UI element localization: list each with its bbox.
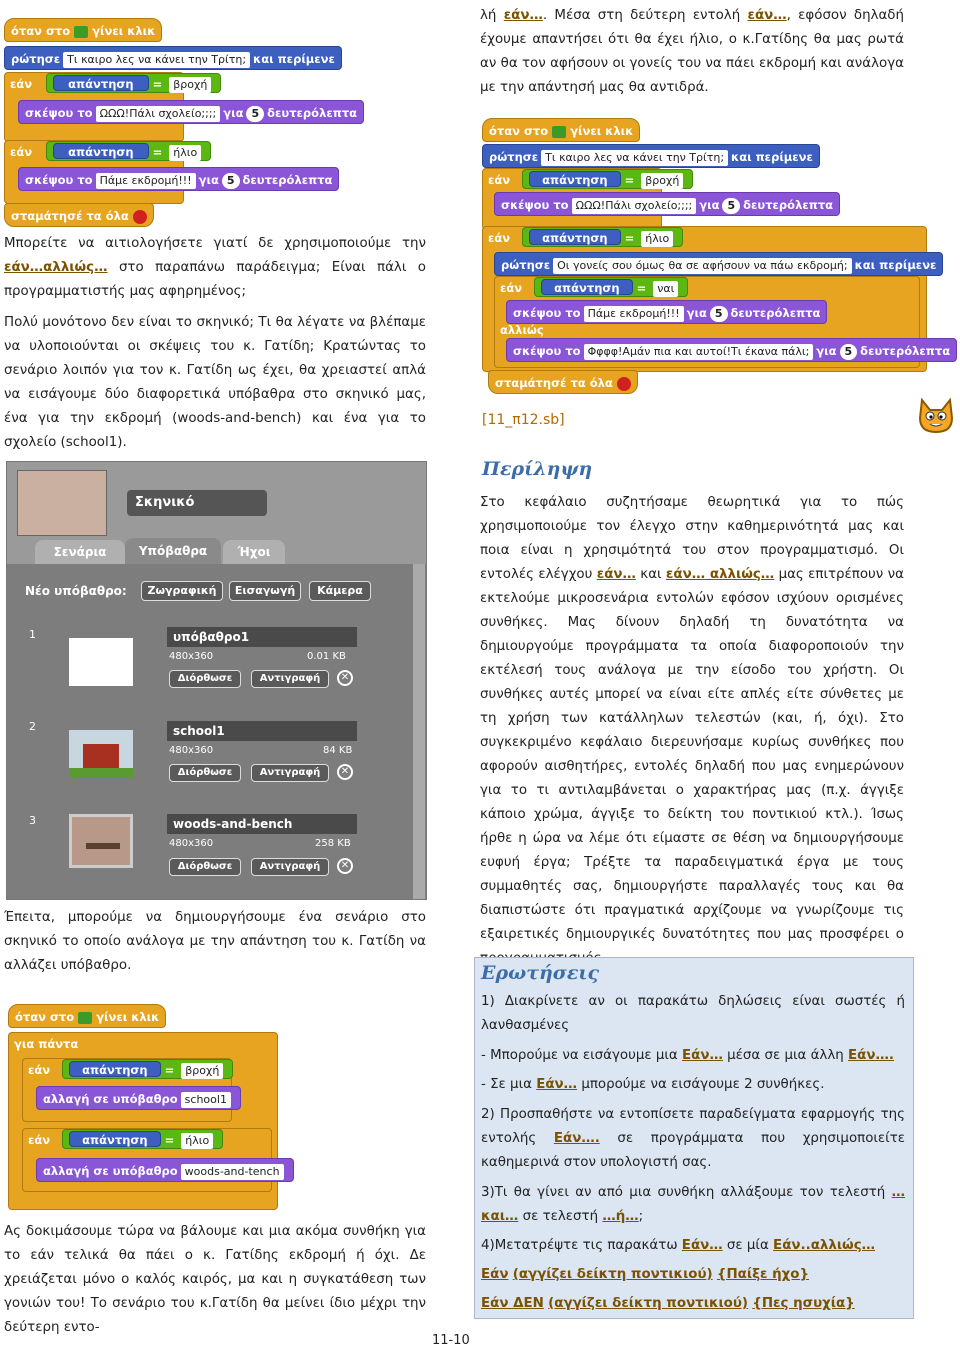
s3-condition-2 — [522, 227, 683, 247]
summary-heading — [482, 458, 592, 480]
think-text-2: Πάμε εκδρομή!!! — [96, 173, 196, 189]
bg-select-2: woods-and-tench — [181, 1164, 284, 1180]
bg-thumb-3[interactable] — [69, 814, 133, 868]
question-4-line-2 — [481, 1292, 905, 1316]
bg-select-1: school1 — [181, 1092, 231, 1108]
equals-sign: = — [152, 77, 163, 91]
q2-text-a: 2) Προσπαθήστε να εντοπίσετε παραδείγματα εφαρμογής της εντολής — [481, 1107, 905, 1146]
bg-kb-1-text: 0.01 KB — [307, 651, 346, 662]
top-text-c: , εφόσον δηλαδή έχουμε απαντήσει ότι θα έχει ήλιο, ο κ.Γατίδης θα μας ρωτά αν θα τον αφήσουν οι γονείς του να πάει εκδρομή και ανάλογα με την απάντησή μας θα αντιδρά. — [480, 8, 904, 95]
q4-l2-c: {Πες ησυχία} — [752, 1296, 855, 1311]
green-flag-icon — [74, 26, 88, 38]
import-button[interactable] — [229, 581, 301, 601]
answer-label: απάντηση — [68, 77, 134, 91]
s2-equals-2: = — [164, 1133, 175, 1147]
s2-value-2: ήλιο — [181, 1133, 213, 1149]
seconds-label-2: δευτερόλεπτα — [242, 173, 333, 187]
bg-size-2-text: 480x360 — [169, 745, 214, 756]
s2-condition-1 — [62, 1059, 233, 1079]
bg-size-3-text: 480x360 — [169, 838, 214, 849]
seconds-value-2: 5 — [222, 173, 240, 189]
questions-box — [474, 957, 914, 1319]
new-background-label — [25, 584, 127, 598]
q4-keyword-1: Εάν… — [681, 1238, 723, 1253]
copy-button-2[interactable] — [251, 764, 329, 782]
s2-condition-2 — [62, 1129, 223, 1149]
s3-hat-label-2: γίνει κλικ — [570, 124, 634, 138]
hat2-label: όταν στο — [15, 1010, 75, 1024]
bg-name-2[interactable] — [167, 721, 357, 741]
grass — [69, 768, 133, 778]
bg-index-1 — [29, 628, 36, 641]
q2-keyword: Εάν…. — [553, 1131, 600, 1146]
s2-if-label: εάν — [28, 1063, 51, 1077]
s3-equals-2: = — [624, 231, 635, 245]
q1a-keyword-1: Εάν… — [682, 1048, 723, 1063]
s3-if-label: εάν — [488, 173, 511, 187]
s3-think-block-2 — [506, 300, 827, 324]
top-keyword-2: εάν… — [747, 8, 787, 23]
camera-button[interactable] — [309, 581, 371, 601]
when-flag-clicked-block-3 — [482, 118, 640, 142]
s3-ask2-text: Οι γονείς σου όμως θα σε αφήσουν να πάω εκδρομή; — [553, 258, 851, 274]
school-icon — [83, 744, 119, 770]
copy-3-label: Αντιγραφή — [259, 861, 321, 872]
question-1 — [481, 990, 905, 1038]
s2-if-label-2: εάν — [28, 1133, 51, 1147]
if-row-2 — [4, 140, 217, 164]
q4-text-b: σε μία — [726, 1238, 769, 1253]
question-1b — [481, 1073, 905, 1097]
s3-think-label-3: σκέψου το — [513, 344, 581, 358]
questions-title-text: Ερωτήσεις — [481, 962, 600, 984]
bg-kb-3-text: 258 KB — [315, 838, 351, 849]
s3-seconds-1: 5 — [722, 198, 740, 214]
s2-answer-reporter — [69, 1061, 160, 1077]
bg-size-3 — [169, 838, 213, 849]
s3-value-2: ήλιο — [641, 231, 673, 247]
page-number-text: 11-10 — [432, 1333, 470, 1348]
s3-value-3: ναι — [653, 281, 678, 297]
tab-scripts[interactable] — [35, 540, 125, 564]
think-label: σκέψου το — [25, 106, 93, 120]
tab-scripts-label: Σενάρια — [53, 545, 107, 559]
copy-1-label: Αντιγραφή — [259, 673, 321, 684]
bg-thumb-1[interactable] — [69, 638, 133, 686]
para4-text: Ας δοκιμάσουμε τώρα να βάλουμε και μια ακόμα συνθήκη για το εάν τελικά θα πάει ο κ. Γατίδης εκδρομή ή όχι. Δε χρειάζεται μόνο ο καλός καιρός, μα και η συγκατάθεση των γονιών του! Το σενάριο του κ.Γατίδη θα μείνει ίδιο μέχρι την δεύτερη εντο- — [4, 1224, 426, 1335]
delete-icon[interactable]: ✕ — [337, 858, 353, 874]
s2-answer-label-2: απάντηση — [82, 1133, 148, 1147]
top-text-a: λή — [480, 8, 497, 23]
if-label-2: εάν — [10, 145, 33, 159]
paint-button[interactable] — [141, 581, 223, 601]
s3-for-label: για — [699, 198, 720, 212]
s3-ask-label: ρώτησε — [489, 150, 539, 164]
switch-bg-block-1 — [36, 1086, 241, 1110]
s3-think-text-1: ΩΩΩ!Πάλι σχολείο;;;; — [572, 198, 697, 214]
script-block-1 — [4, 0, 424, 230]
bg-kb-3 — [315, 838, 351, 849]
switch-label-2: αλλαγή σε υπόβαθρο — [43, 1164, 178, 1178]
tab-sounds-label: Ήχοι — [237, 545, 271, 559]
script-block-3 — [482, 112, 951, 402]
q4-l1-a: Εάν — [481, 1267, 509, 1282]
summary-keyword-2: εάν… αλλιώς… — [665, 567, 775, 582]
s3-seconds-2: 5 — [710, 306, 728, 322]
bg-index-3 — [29, 814, 36, 827]
bg-index-2 — [29, 720, 36, 733]
think-block-2 — [18, 167, 339, 191]
q3-text-b: σε τελεστή — [522, 1209, 599, 1224]
bg-thumb-2[interactable] — [69, 730, 133, 778]
q1-text: 1) Διακρίνετε αν οι παρακάτω δηλώσεις είναι σωστές ή λανθασμένες — [481, 994, 905, 1033]
q3-text-a: 3)Τι θα γίνει αν από μια συνθήκη αλλάξουμε τον τελεστή — [481, 1185, 886, 1200]
q3-keyword-2: …ή… — [602, 1209, 639, 1224]
bg-name-1-text: υπόβαθρο1 — [173, 630, 250, 644]
para1-keyword: εάν…αλλιώς… — [4, 260, 108, 275]
s3-answer-reporter-2 — [529, 229, 620, 245]
ask-block — [4, 46, 342, 70]
q2-text-b: σε προγράμματα που χρησιμοποιείτε καθημερινά στον υπολογιστή σας. — [481, 1131, 905, 1170]
bg-kb-2-text: 84 KB — [323, 745, 353, 756]
bg-index-1-text: 1 — [29, 628, 36, 641]
stop-sign-icon — [617, 377, 631, 391]
para1-text-end: στο παραπάνω παράδειγμα; Είναι πάλι ο προγραμματιστής μας αφηρημένος; — [4, 260, 426, 299]
q4-keyword-2: Εάν..αλλιώς… — [773, 1238, 876, 1253]
bg-index-2-text: 2 — [29, 720, 36, 733]
hat-label: όταν στο — [11, 24, 71, 38]
s3-answer-label-3: απάντηση — [554, 281, 620, 295]
paragraph-4 — [4, 1220, 426, 1340]
q1a-keyword-2: Εάν…. — [848, 1048, 894, 1063]
hat2-label-2: γίνει κλικ — [96, 1010, 160, 1024]
copy-button-3[interactable] — [251, 858, 329, 876]
para3-text: Έπειτα, μπορούμε να δημιουργήσουμε ένα σενάριο στο σκηνικό το οποίο ανάλογα με την απάντηση του κ. Γατίδη να αλλάζει υπόβαθρο. — [4, 910, 426, 973]
stage-label — [127, 490, 267, 516]
edit-2-label: Διόρθωσε — [177, 767, 233, 778]
copy-2-label: Αντιγραφή — [259, 767, 321, 778]
right-top-paragraph — [480, 4, 904, 100]
q4-l1-b: (αγγίζει δείκτη ποντικιού) — [512, 1267, 713, 1282]
s3-seconds-label-2: δευτερόλεπτα — [730, 306, 821, 320]
s3-if-row-2 — [482, 226, 689, 250]
paragraph-2 — [4, 311, 426, 455]
condition-equals-2 — [46, 141, 211, 161]
bg-kb-1 — [307, 651, 346, 662]
for-label-2: για — [198, 173, 219, 187]
s3-condition-3 — [534, 277, 688, 297]
tab-backgrounds-label: Υπόβαθρα — [138, 544, 208, 558]
bg-name-1[interactable] — [167, 627, 357, 647]
s3-answer-label-2: απάντηση — [542, 231, 608, 245]
hat-label-2: γίνει κλικ — [92, 24, 156, 38]
s3-equals: = — [624, 173, 635, 187]
s3-for-label-3: για — [816, 344, 837, 358]
s3-answer-label: απάντηση — [542, 173, 608, 187]
s3-answer-reporter — [529, 171, 620, 187]
q1b-text-a: - Σε μια — [481, 1077, 532, 1092]
bg-index-3-text: 3 — [29, 814, 36, 827]
for-label: για — [223, 106, 244, 120]
paint-button-label: Ζωγραφική — [147, 584, 217, 597]
para2-text: Πολύ μονότονο δεν είναι το σκηνικό; Τι θα λέγατε να βλέπαμε να υλοποιούνται οι σκέψεις του κ. Γατίδη; Κρατώντας το σενάριο λοιπόν για τον κ. Γατίδη ως έχει, θα χρειαστεί απλά να εισάγουμε δύο διαφορετικά υπόβαθρα στο σκηνικό μας, ένα για την εκδρομή (woods-and-bench) και ένα για το σχολείο (school1). — [4, 315, 426, 450]
bg-name-3-text: woods-and-bench — [173, 817, 293, 831]
s3-think-block-1 — [494, 192, 840, 216]
stop-all-block — [4, 203, 154, 227]
s3-hat-label: όταν στο — [489, 124, 549, 138]
scratch-cat-icon — [916, 396, 956, 436]
s2-equals: = — [164, 1063, 175, 1077]
question-4 — [481, 1234, 905, 1258]
s3-think-label-2: σκέψου το — [513, 306, 581, 320]
stage-label-text: Σκηνικό — [135, 495, 195, 510]
top-keyword-1: εάν… — [503, 8, 543, 23]
delete-icon[interactable]: ✕ — [337, 670, 353, 686]
paragraph-1 — [4, 232, 426, 304]
q4-l2-a: Εάν ΔΕΝ — [481, 1296, 544, 1311]
if-row-s2-1 — [22, 1058, 239, 1082]
s3-if-row-1 — [482, 168, 699, 192]
q3-text-c: ; — [638, 1209, 644, 1224]
import-button-label: Εισαγωγή — [234, 584, 296, 597]
edit-3-label: Διόρθωσε — [177, 861, 233, 872]
q1a-text-b: μέσα σε μια άλλη — [727, 1048, 844, 1063]
script-block-2 — [8, 990, 308, 1215]
forever-label-row — [8, 1032, 84, 1056]
bg-name-3[interactable] — [167, 814, 357, 834]
s3-seconds-label-3: δευτερόλεπτα — [860, 344, 951, 358]
file-ref-text: [11_π12.sb] — [482, 412, 565, 428]
question-4-line-1 — [481, 1263, 905, 1287]
new-bg-text: Νέο υπόβαθρο: — [25, 584, 127, 598]
think-label-2: σκέψου το — [25, 173, 93, 187]
s3-think-label: σκέψου το — [501, 198, 569, 212]
switch-label: αλλαγή σε υπόβαθρο — [43, 1092, 178, 1106]
answer-reporter-2 — [53, 143, 148, 159]
s2-value-1: βροχή — [181, 1063, 223, 1079]
when-flag-clicked-block — [4, 18, 162, 42]
s3-ask2-label: ρώτησε — [501, 258, 551, 272]
s3-think-block-3 — [506, 338, 957, 362]
question-3 — [481, 1181, 905, 1229]
if-row-s2-2 — [22, 1128, 229, 1152]
question-2 — [481, 1103, 905, 1175]
q4-text-a: 4)Μετατρέψτε τις παρακάτω — [481, 1238, 678, 1253]
stop-sign-icon — [133, 210, 147, 224]
think-block-1 — [18, 100, 364, 124]
summary-and: και — [640, 567, 662, 582]
tab-sounds[interactable] — [223, 540, 285, 564]
question-1a — [481, 1044, 905, 1068]
camera-button-label: Κάμερα — [317, 584, 363, 597]
stop-label: σταμάτησέ τα όλα — [11, 209, 129, 223]
s3-for-label-2: για — [686, 306, 707, 320]
q3-keyword-1: …και… — [481, 1185, 905, 1224]
s3-stop-label: σταμάτησέ τα όλα — [495, 376, 613, 390]
s3-answer-reporter-3 — [541, 279, 632, 295]
ask-label: ρώτησε — [11, 52, 61, 66]
stage-panel — [6, 461, 427, 900]
q4-l1-c: {Παίξε ήχο} — [716, 1267, 810, 1282]
para1-text: Μπορείτε να αιτιολογήσετε γιατί δε χρησιμοποιούμε την — [4, 236, 426, 251]
file-reference — [482, 412, 565, 428]
switch-bg-block-2 — [36, 1158, 294, 1182]
page-number — [432, 1333, 470, 1348]
value-field-1: βροχή — [169, 77, 211, 93]
top-text-b: . Μέσα στη δεύτερη εντολή — [542, 8, 741, 23]
answer-label-2: απάντηση — [68, 145, 134, 159]
forever-label: για πάντα — [14, 1037, 79, 1051]
s3-seconds-3: 5 — [840, 344, 858, 360]
s2-answer-reporter-2 — [69, 1131, 160, 1147]
s3-think-text-3: Φφφφ!Αμάν πια και αυτοί!Τι έκανα πάλι; — [584, 344, 814, 360]
questions-heading — [481, 962, 599, 984]
edit-button-3[interactable] — [169, 858, 241, 876]
s3-if-row-3 — [494, 276, 694, 300]
s3-think-text-2: Πάμε εκδρομή!!! — [584, 306, 684, 322]
panel-scrollbar[interactable] — [413, 564, 425, 899]
summary-text-a: Στο κεφάλαιο συζητήσαμε θεωρητικά για το πώς χρησιμοποιούμε τον έλεγχο στην καθημερινότητά μας και ποια είναι η χρησιμότητά του στον προγραμματισμό. Οι εντολές ελέγχου — [480, 495, 904, 582]
s3-ask-block — [482, 144, 820, 168]
answer-reporter — [53, 75, 148, 91]
green-flag-icon — [552, 126, 566, 138]
s3-ask2-wait: και περίμενε — [854, 258, 937, 272]
copy-button-1[interactable] — [251, 670, 329, 688]
s3-equals-3: = — [636, 281, 647, 295]
if-label: εάν — [10, 77, 33, 91]
bg-name-2-text: school1 — [173, 724, 225, 738]
s3-condition-1 — [522, 169, 693, 189]
summary-keyword-1: εάν… — [596, 567, 636, 582]
bg-size-1-text: 480x360 — [169, 651, 214, 662]
summary-title-text: Περίληψη — [482, 458, 593, 480]
paragraph-3 — [4, 906, 426, 978]
green-flag-icon — [78, 1012, 92, 1024]
bench-icon — [86, 843, 120, 849]
s2-answer-label: απάντηση — [82, 1063, 148, 1077]
edit-1-label: Διόρθωσε — [177, 673, 233, 684]
bg-kb-2 — [323, 745, 352, 756]
bg-size-2 — [169, 745, 213, 756]
q4-l2-b: (αγγίζει δείκτη ποντικιού) — [548, 1296, 749, 1311]
ask-text-field: Τι καιρο λες να κάνει την Τρίτη; — [63, 52, 250, 68]
bg-size-1 — [169, 651, 213, 662]
equals-sign-2: = — [152, 145, 163, 159]
s3-ask-block-2 — [494, 252, 943, 276]
ask-wait-label: και περίμενε — [253, 52, 335, 66]
q1b-keyword: Εάν… — [536, 1077, 578, 1092]
s3-seconds-label: δευτερόλεπτα — [743, 198, 834, 212]
condition-equals-1 — [46, 73, 221, 93]
s3-ask-wait: και περίμενε — [731, 150, 813, 164]
if-row-1 — [4, 72, 227, 96]
q1a-text-a: - Μπορούμε να εισάγουμε μια — [481, 1048, 678, 1063]
when-flag-clicked-block-2 — [8, 1004, 166, 1028]
s3-if-label-2: εάν — [488, 231, 511, 245]
stage-thumbnail — [17, 470, 107, 536]
tab-backgrounds[interactable] — [125, 538, 221, 564]
summary-paragraph — [480, 491, 904, 971]
summary-text-b: μας επιτρέπουν να εκτελούμε μικροσενάρια εντολών εφόσον ισχύουν ορισμένες συνθήκες. Μας δίνουν δηλαδή τη δυνατότητα να δημιουργούμε προγράμματα τα οποία διαφοροποιούν την εκτέλεσή τους ανάλογα με την είσοδο του χρήστη. Οι συνθήκες αυτές μπορεί να είναι είτε απλές είτε σύνθετες με τη χρήση των κατάλληλων τελεστών (και, ή, όχι). Στο συγκεκριμένο κεφάλαιο διερευνήσαμε κυρίως συνθήκες που αφορούν αισθητήρες, εντολές δηλαδή που μας ενημερώνουν για το τι αντιλαμβάνεται ο χαρακτήρας μας (π.χ. άγγιξε κάποιο χρώμα, άγγιξε το δείκτη του ποντικιού κτλ.). Ίσως ήρθε η ώρα να λέμε ότι είμαστε σε θέση να δημιουργήσουμε ευφυή έργα; Τρέξτε τα παραδειγματικά έργα με τους συμμαθητές σας, δημιουργήστε παραλλαγές τους και θα διαπιστώστε ότι πραγματικά αρχίζουμε να γνωρίζουμε τις εξαιρετικές δημιουργικές δυνατότητες που μας προσφέρει ο — [480, 567, 904, 942]
seconds-label: δευτερόλεπτα — [267, 106, 358, 120]
s3-else-label: αλλιώς — [500, 323, 544, 337]
s3-if-label-3: εάν — [500, 281, 523, 295]
s3-ask-text: Τι καιρο λες να κάνει την Τρίτη; — [541, 150, 728, 166]
s3-value-1: βροχή — [641, 173, 683, 189]
seconds-value-1: 5 — [246, 106, 264, 122]
s3-stop-all-block — [488, 370, 638, 394]
value-field-2: ήλιο — [169, 145, 201, 161]
think-text-1: ΩΩΩ!Πάλι σχολείο;;;; — [96, 106, 221, 122]
edit-button-1[interactable] — [169, 670, 241, 688]
edit-button-2[interactable] — [169, 764, 241, 782]
q1b-text-b: μπορούμε να εισάγουμε 2 συνθήκες. — [581, 1077, 825, 1092]
delete-icon[interactable]: ✕ — [337, 764, 353, 780]
